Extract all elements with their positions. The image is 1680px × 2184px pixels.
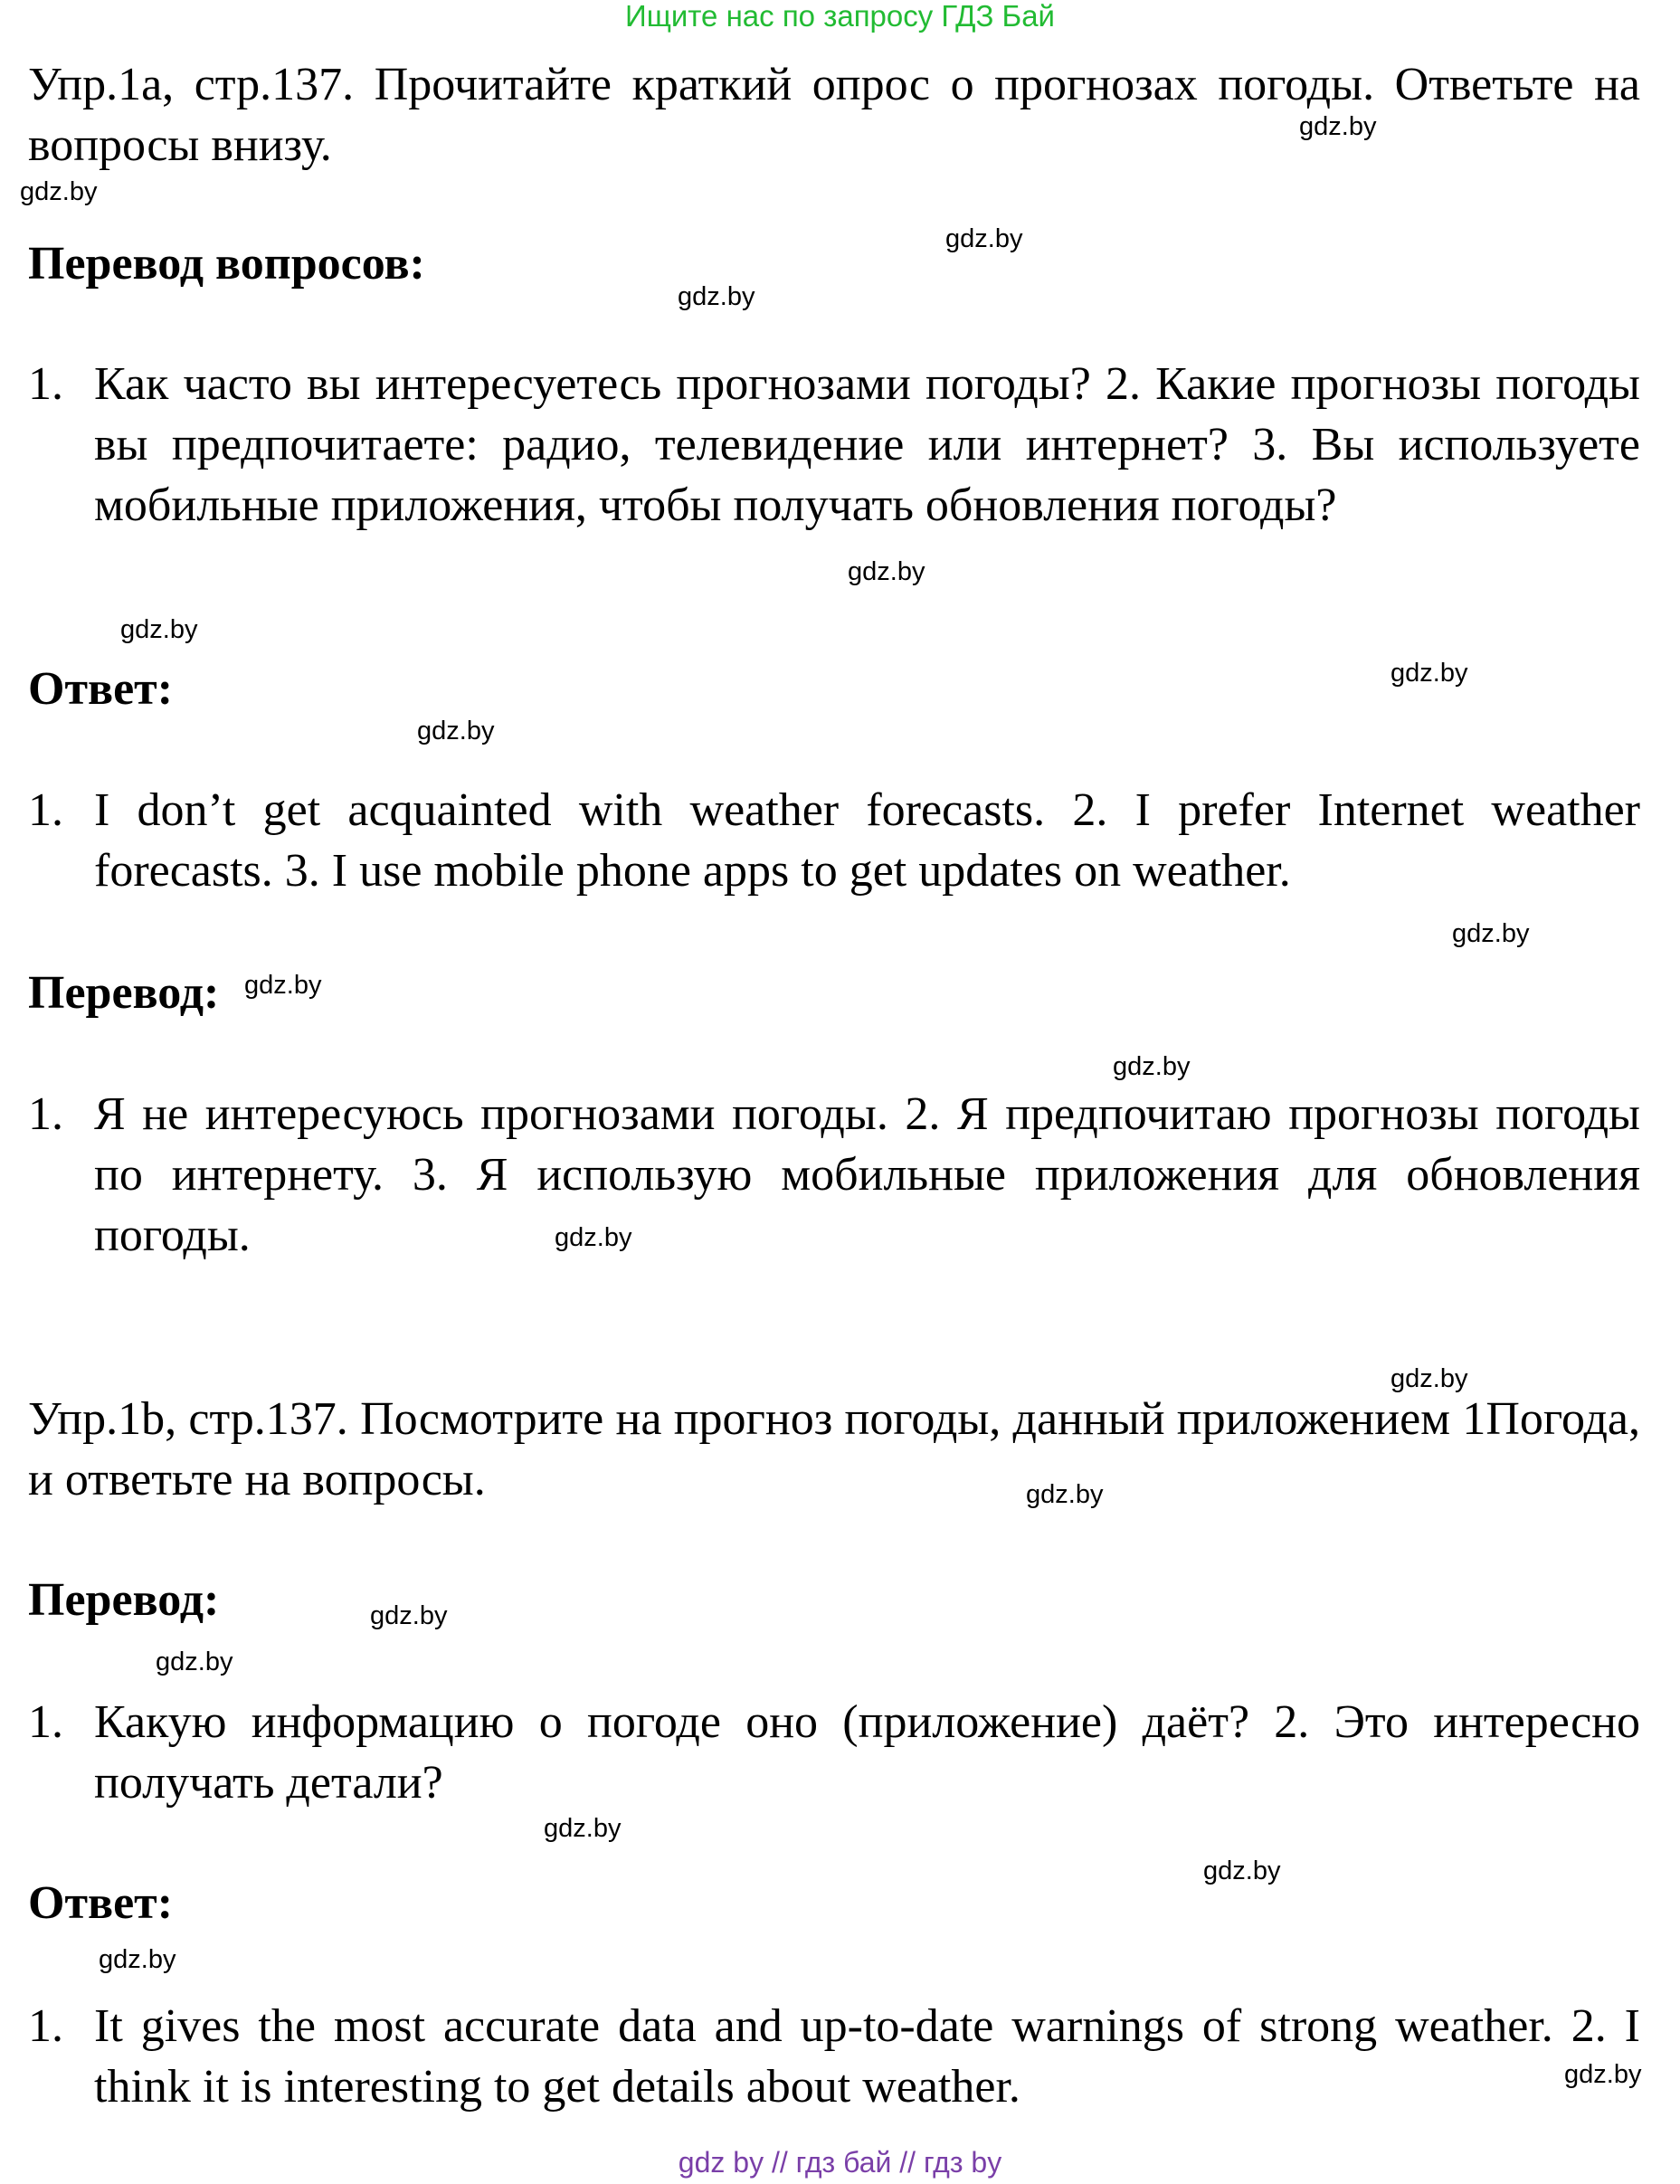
item-text: Я не интересуюсь прогнозами погоды. 2. Я предпочитаю прогнозы погоды по интернету. 3. Я использую мобильные приложения для обновления погоды. — [94, 1088, 1640, 1261]
watermark: gdz.by — [945, 224, 1023, 253]
exercise-1a-questions — [28, 354, 1640, 536]
exercise-1a-questions-heading: Перевод вопросов: — [28, 238, 425, 290]
footer-links: gdz by // гдз бай // гдз by — [678, 2146, 1002, 2179]
item-number: 1. — [28, 1088, 63, 1140]
watermark: gdz.by — [1113, 1052, 1191, 1081]
watermark: gdz.by — [244, 971, 322, 1000]
exercise-1b-answer-heading: Ответ: — [28, 1877, 174, 1929]
watermark: gdz.by — [156, 1647, 233, 1676]
exercise-1a-answer — [28, 780, 1640, 901]
item-number: 1. — [28, 784, 63, 836]
watermark: gdz.by — [678, 282, 755, 311]
item-text: Какую информацию о погоде оно (приложение) даёт? 2. Это интересно получать детали? — [94, 1696, 1640, 1809]
watermark: gdz.by — [370, 1601, 448, 1630]
watermark: gdz.by — [1299, 112, 1377, 141]
watermark: gdz.by — [1452, 919, 1530, 948]
exercise-1b-answer — [28, 1996, 1640, 2117]
watermark: gdz.by — [1391, 1364, 1468, 1393]
watermark: gdz.by — [1391, 659, 1468, 688]
watermark: gdz.by — [1564, 2060, 1642, 2089]
watermark: gdz.by — [1026, 1480, 1104, 1509]
exercise-1a-translation — [28, 1084, 1640, 1266]
search-banner: Ищите нас по запросу ГДЗ Бай — [625, 0, 1055, 33]
item-text: It gives the most accurate data and up-to-date warnings of strong weather. 2. I think it is interesting to get details about weather. — [94, 2000, 1640, 2113]
watermark: gdz.by — [120, 615, 198, 644]
watermark: gdz.by — [20, 177, 98, 206]
exercise-1b-questions — [28, 1692, 1640, 1813]
item-text: I don’t get acquainted with weather forecasts. 2. I prefer Internet weather forecasts. 3. I use mobile phone apps to get updates on weather. — [94, 784, 1640, 897]
watermark: gdz.by — [555, 1223, 632, 1252]
item-number: 1. — [28, 1696, 63, 1748]
item-text: Как часто вы интересуетесь прогнозами погоды? 2. Какие прогнозы погоды вы предпочитаете: радио, телевидение или интернет? 3. Вы используете мобильные приложения, чтобы получать обновления погоды? — [94, 358, 1640, 531]
watermark: gdz.by — [1203, 1856, 1281, 1885]
watermark: gdz.by — [544, 1814, 622, 1843]
exercise-1a-translation-heading: Перевод: — [28, 967, 220, 1019]
exercise-1a-answer-heading: Ответ: — [28, 663, 174, 715]
item-number: 1. — [28, 358, 63, 410]
exercise-1b-title: Упр.1b, стр.137. Посмотрите на прогноз погоды, данный приложением 1Погода, и ответьте на вопросы. — [28, 1393, 1640, 1505]
exercise-1b-translation-heading: Перевод: — [28, 1574, 220, 1626]
watermark: gdz.by — [417, 717, 495, 745]
watermark: gdz.by — [99, 1945, 176, 1974]
exercise-1a-title: Упр.1a, стр.137. Прочитайте краткий опрос о прогнозах погоды. Ответьте на вопросы внизу. — [28, 59, 1640, 171]
watermark: gdz.by — [848, 557, 925, 586]
item-number: 1. — [28, 2000, 63, 2052]
